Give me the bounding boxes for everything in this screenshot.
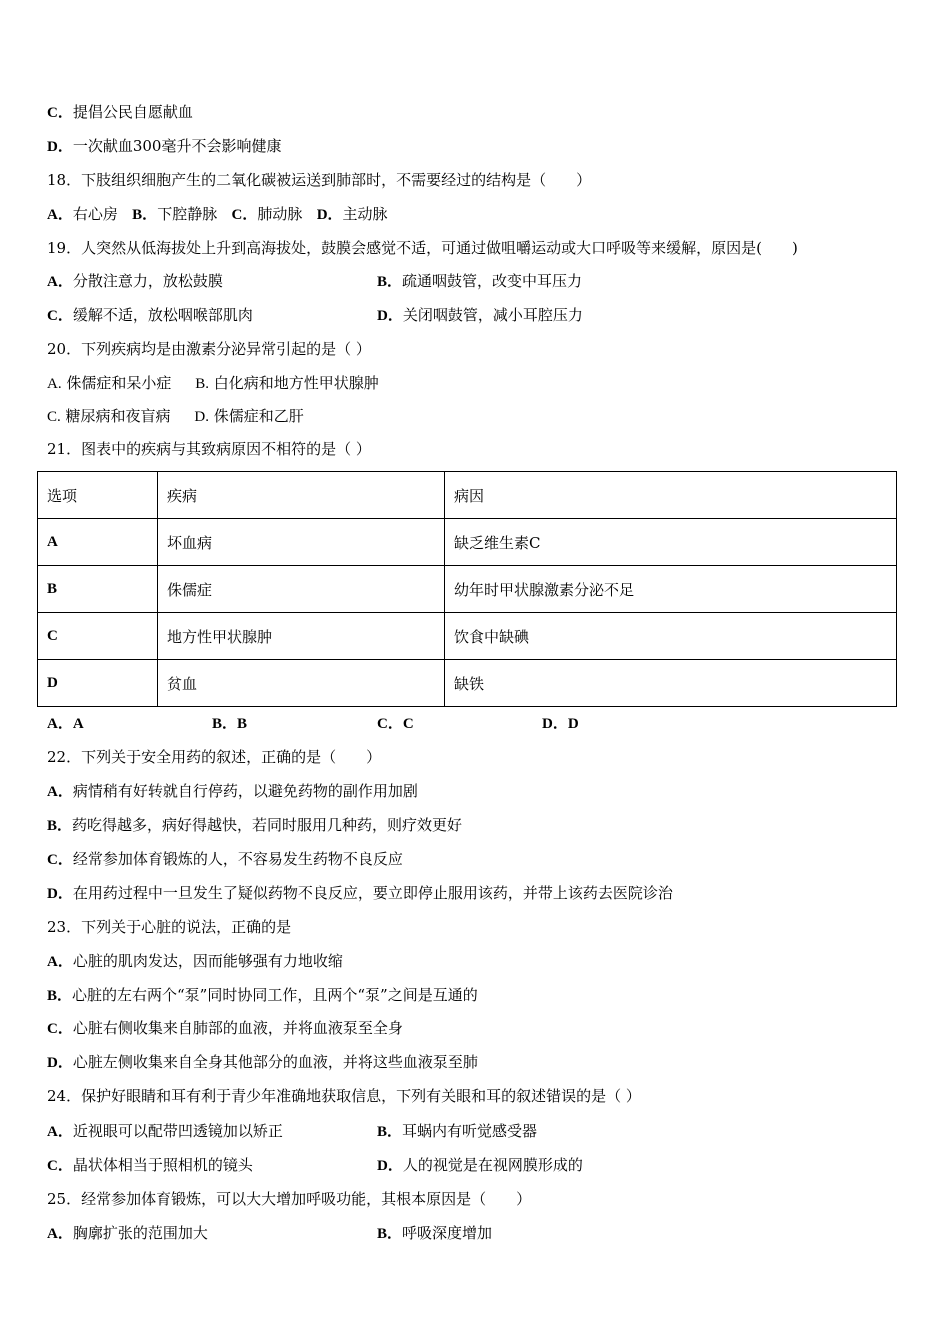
option-text: 胸廓扩张的范围加大 [72, 1224, 208, 1242]
table-row [38, 566, 897, 613]
option-label: C． [47, 1158, 73, 1174]
option-text: 下腔静脉 [157, 205, 218, 223]
q17-option-d [47, 136, 281, 157]
option-text: 晶状体相当于照相机的镜头 [72, 1156, 253, 1174]
option-label: D． [47, 1055, 73, 1071]
option-label: A． [47, 784, 73, 800]
table-cell: C [38, 613, 158, 660]
q20-stem: 20．下列疾病均是由激素分泌异常引起的是（ ） [47, 340, 371, 358]
q20-options-cd [47, 406, 304, 427]
option-text: 心脏右侧收集来自肺部的血液，并将血液泵至全身 [72, 1019, 403, 1037]
option-label: C. [47, 409, 61, 425]
option-label: D． [47, 886, 73, 902]
q17-option-c [47, 102, 193, 123]
option-label: D． [542, 716, 568, 732]
option-label: A. [47, 376, 62, 392]
option-label: C． [47, 1021, 73, 1037]
q21-option-d [542, 713, 579, 734]
option-text: 白化病和地方性甲状腺肿 [213, 374, 379, 392]
option-label: B． [47, 988, 73, 1004]
table-row [38, 613, 897, 660]
option-label: A． [47, 954, 73, 970]
q18-options [47, 204, 388, 225]
option-label: C． [47, 105, 73, 121]
option-label: B． [212, 716, 238, 732]
option-text: 呼吸深度增加 [402, 1224, 493, 1242]
option-label: D． [377, 308, 403, 324]
q25-option-b [377, 1223, 492, 1244]
option-label: B． [377, 1226, 403, 1242]
option-label: C． [47, 852, 73, 868]
table-header-cell: 选项 [38, 472, 158, 519]
q21-table [37, 471, 897, 707]
option-label: D． [47, 139, 73, 155]
table-cell: 缺乏维生素C [445, 519, 897, 566]
option-text: A [72, 716, 84, 732]
option-label: A． [47, 1226, 73, 1242]
q24-option-a [47, 1121, 283, 1142]
q21-option-b [212, 713, 247, 734]
q25-stem: 25．经常参加体育锻炼，可以大大增加呼吸功能，其根本原因是（ ） [47, 1190, 532, 1208]
option-label: A． [47, 207, 73, 223]
q19-stem: 19．人突然从低海拔处上升到高海拔处，鼓膜会感觉不适，可通过做咀嚼运动或大口呼吸等来缓解，原因是( ) [47, 239, 798, 257]
option-label: A． [47, 274, 73, 290]
option-text: 分散注意力，放松鼓膜 [72, 272, 223, 290]
table-header-cell: 疾病 [158, 472, 445, 519]
q23-option-a [47, 951, 343, 972]
option-label: D. [194, 409, 209, 425]
option-text: 心脏的肌肉发达，因而能够强有力地收缩 [72, 952, 343, 970]
option-text: 提倡公民自愿献血 [72, 103, 193, 121]
option-text: 药吃得越多，病好得越快，若同时服用几种药，则疗效更好 [72, 816, 463, 834]
q22-option-c [47, 849, 403, 870]
table-cell: 饮食中缺碘 [445, 613, 897, 660]
option-text: 糖尿病和夜盲病 [65, 407, 171, 425]
option-text: C [402, 716, 414, 732]
option-label: B． [47, 818, 73, 834]
option-text: 肺动脉 [257, 205, 303, 223]
table-cell: A [38, 519, 158, 566]
q21-stem: 21．图表中的疾病与其致病原因不相符的是（ ） [47, 440, 371, 458]
option-text: 近视眼可以配带凹透镜加以矫正 [72, 1122, 283, 1140]
q24-option-b [377, 1121, 537, 1142]
option-label: B． [132, 207, 158, 223]
table-cell: D [38, 660, 158, 707]
option-text: 耳蜗内有听觉感受器 [402, 1122, 538, 1140]
q23-option-d [47, 1052, 478, 1073]
option-label: C． [47, 308, 73, 324]
table-cell: 侏儒症 [158, 566, 445, 613]
table-cell: 缺铁 [445, 660, 897, 707]
q18-stem: 18．下肢组织细胞产生的二氧化碳被运送到肺部时，不需要经过的结构是（ ） [47, 171, 592, 189]
option-label: A． [47, 1124, 73, 1140]
option-text: 一次献血300毫升不会影响健康 [72, 137, 282, 155]
q23-option-b [47, 985, 478, 1006]
q19-option-b [377, 271, 582, 292]
q19-option-a [47, 271, 223, 292]
q24-stem: 24．保护好眼睛和耳有利于青少年准确地获取信息，下列有关眼和耳的叙述错误的是（ ） [47, 1087, 641, 1105]
option-text: 侏儒症和乙肝 [213, 407, 304, 425]
q19-option-d [377, 305, 583, 326]
table-row [38, 660, 897, 707]
q22-option-b [47, 815, 462, 836]
table-cell: 地方性甲状腺肿 [158, 613, 445, 660]
q25-option-a [47, 1223, 208, 1244]
q22-option-a [47, 781, 418, 802]
option-text: 右心房 [72, 205, 118, 223]
option-label: D． [377, 1158, 403, 1174]
option-label: A． [47, 716, 73, 732]
q24-option-c [47, 1155, 253, 1176]
option-label: D． [316, 207, 343, 223]
option-text: 疏通咽鼓管，改变中耳压力 [402, 272, 583, 290]
table-cell: 贫血 [158, 660, 445, 707]
option-text: 人的视觉是在视网膜形成的 [402, 1156, 583, 1174]
table-cell: B [38, 566, 158, 613]
option-text: 经常参加体育锻炼的人，不容易发生药物不良反应 [72, 850, 403, 868]
option-label: B． [377, 274, 403, 290]
table-row [38, 519, 897, 566]
option-text: 缓解不适，放松咽喉部肌肉 [72, 306, 253, 324]
option-label: B. [195, 376, 209, 392]
q24-option-d [377, 1155, 583, 1176]
q21-option-a [47, 713, 84, 734]
table-cell: 幼年时甲状腺激素分泌不足 [445, 566, 897, 613]
option-text: B [237, 716, 248, 732]
table-header-cell: 病因 [445, 472, 897, 519]
table-header-row [38, 472, 897, 519]
option-text: 心脏的左右两个“泵”同时协同工作，且两个“泵”之间是互通的 [72, 986, 478, 1004]
option-text: 病情稍有好转就自行停药，以避免药物的副作用加剧 [72, 782, 418, 800]
option-text: 主动脉 [342, 205, 388, 223]
q20-options-ab [47, 373, 379, 394]
option-label: B． [377, 1124, 403, 1140]
option-text: 关闭咽鼓管，减小耳腔压力 [402, 306, 583, 324]
option-text: 心脏左侧收集来自全身其他部分的血液，并将这些血液泵至肺 [72, 1053, 478, 1071]
q23-stem: 23．下列关于心脏的说法，正确的是 [47, 918, 292, 936]
table-cell: 坏血病 [158, 519, 445, 566]
option-label: C． [377, 716, 403, 732]
q22-option-d [47, 883, 673, 904]
option-text: D [567, 716, 579, 732]
q21-option-c [377, 713, 414, 734]
q19-option-c [47, 305, 253, 326]
option-label: C． [231, 207, 258, 223]
option-text: 在用药过程中一旦发生了疑似药物不良反应，要立即停止服用该药，并带上该药去医院诊治 [72, 884, 673, 902]
q23-option-c [47, 1018, 403, 1039]
option-text: 侏儒症和呆小症 [66, 374, 172, 392]
q22-stem: 22．下列关于安全用药的叙述，正确的是（ ） [47, 748, 382, 766]
